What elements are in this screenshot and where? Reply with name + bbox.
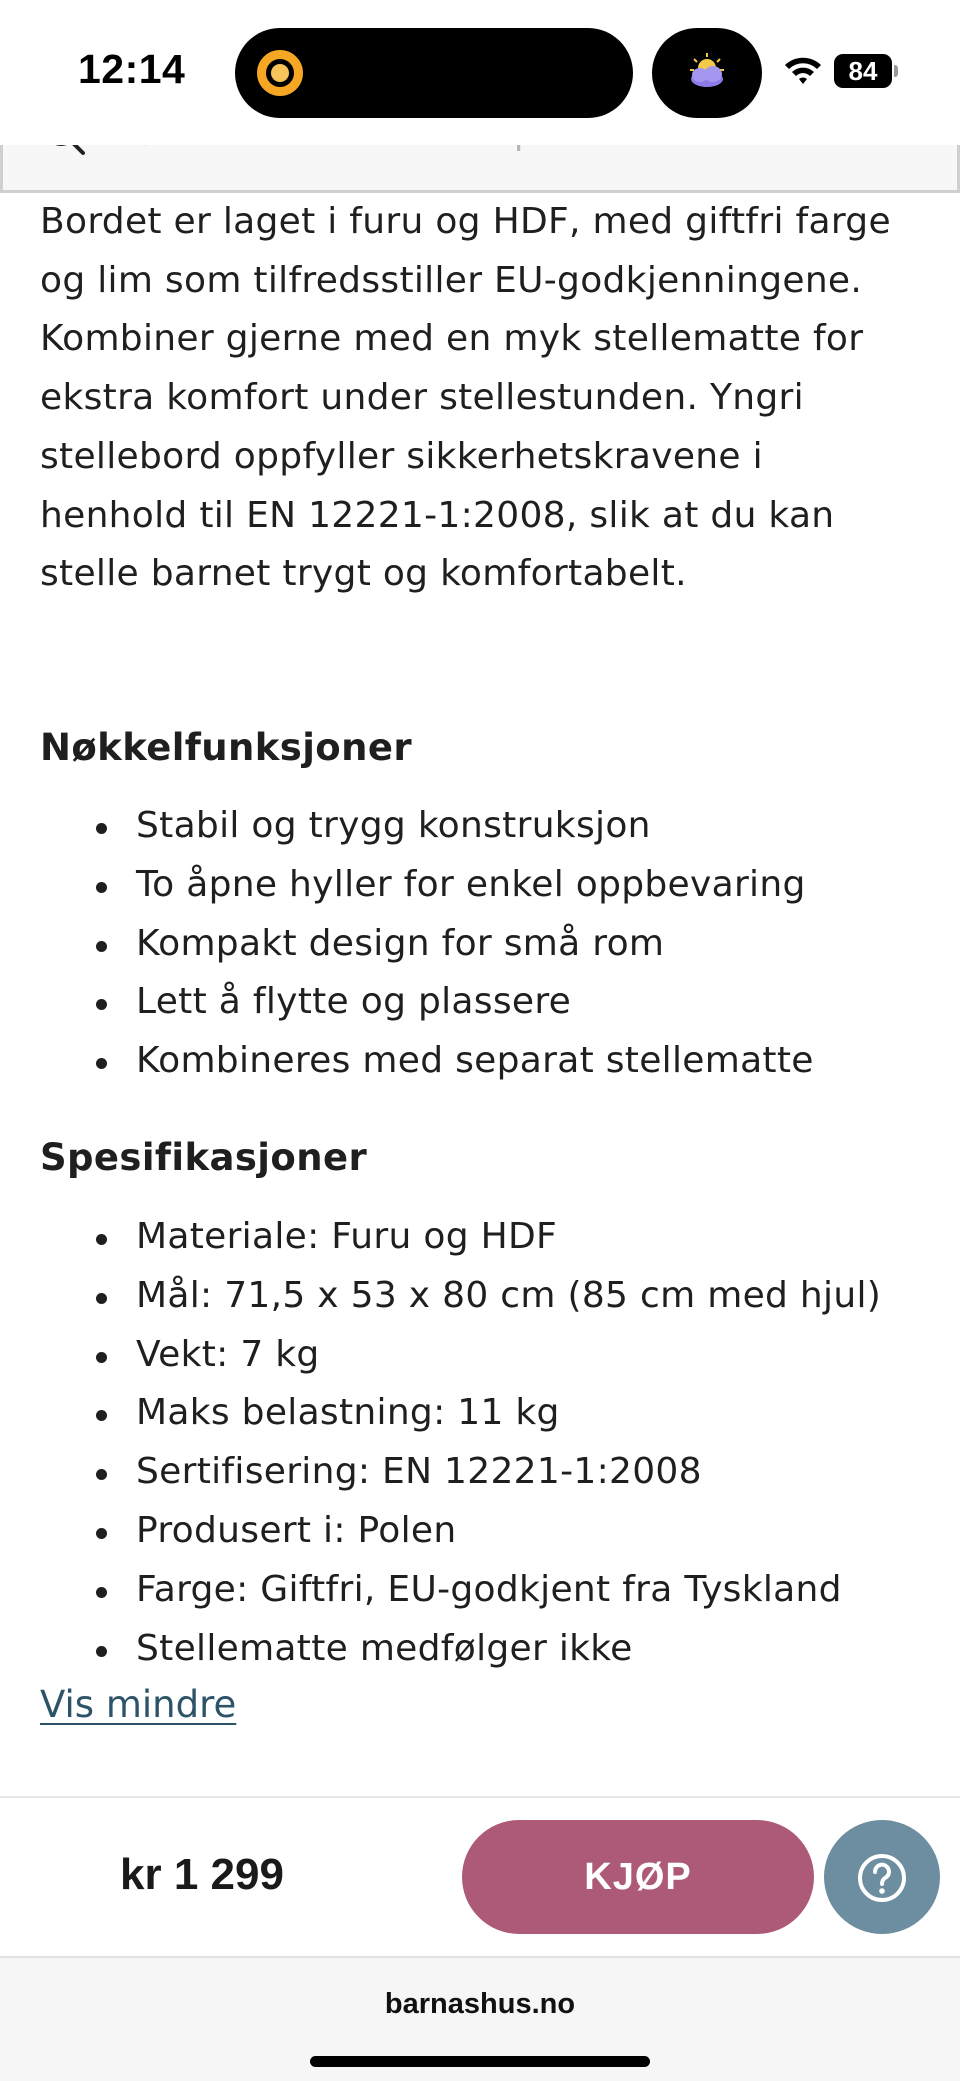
status-bar [0, 0, 960, 145]
list-item: Maks belastning: 11 kg [96, 1384, 956, 1443]
product-price: kr 1 299 [120, 1850, 284, 1899]
purchase-bar [0, 1796, 960, 1956]
list-item: Mål: 71,5 x 53 x 80 cm (85 cm med hjul) [96, 1267, 956, 1326]
specs-list [96, 1208, 956, 1678]
recording-dot-icon [257, 50, 303, 96]
features-list [96, 797, 956, 1091]
list-item: Lett å flytte og plassere [96, 973, 956, 1032]
list-item: Stellematte medfølger ikke [96, 1620, 956, 1679]
question-icon [856, 1852, 908, 1904]
features-heading: Nøkkelfunksjoner [40, 726, 412, 769]
specs-heading: Spesifikasjoner [40, 1136, 368, 1179]
buy-button[interactable]: KJØP [462, 1820, 814, 1934]
weather-activity[interactable] [652, 28, 762, 118]
status-time: 12:14 [78, 46, 186, 92]
battery-cap [894, 65, 898, 77]
product-description: Bordet er laget i furu og HDF, med giftfri farge og lim som tilfredsstiller EU-godkjenningene. Kombiner gjerne med en myk stellematte for ekstra komfort under stellestunden. Yngri stellebord oppfyller sikkerhetskravene i henhold til EN 12221-1:2008, slik at du kan stelle barnet trygt og komfortabelt. [40, 201, 891, 595]
dynamic-island[interactable] [235, 28, 633, 118]
list-item: Vekt: 7 kg [96, 1326, 956, 1385]
list-item: Sertifisering: EN 12221-1:2008 [96, 1443, 956, 1502]
battery-icon [834, 54, 898, 88]
product-details [40, 193, 920, 1726]
show-less-link[interactable]: Vis mindre [40, 1683, 237, 1726]
weather-icon [685, 50, 729, 94]
list-item: To åpne hyller for enkel oppbevaring [96, 856, 956, 915]
help-button[interactable] [824, 1820, 940, 1934]
list-item: Materiale: Furu og HDF [96, 1208, 956, 1267]
list-item: Stabil og trygg konstruksjon [96, 797, 956, 856]
list-item: Kompakt design for små rom [96, 915, 956, 974]
list-item: Kombineres med separat stellematte [96, 1032, 956, 1091]
home-indicator[interactable] [310, 2056, 650, 2067]
list-item: Farge: Giftfri, EU-godkjent fra Tyskland [96, 1561, 956, 1620]
browser-url-bar[interactable] [0, 1956, 960, 2081]
list-item: Produsert i: Polen [96, 1502, 956, 1561]
wifi-icon [783, 54, 823, 86]
url-text[interactable]: barnashus.no [384, 1988, 576, 2020]
battery-level: 84 [834, 54, 892, 88]
